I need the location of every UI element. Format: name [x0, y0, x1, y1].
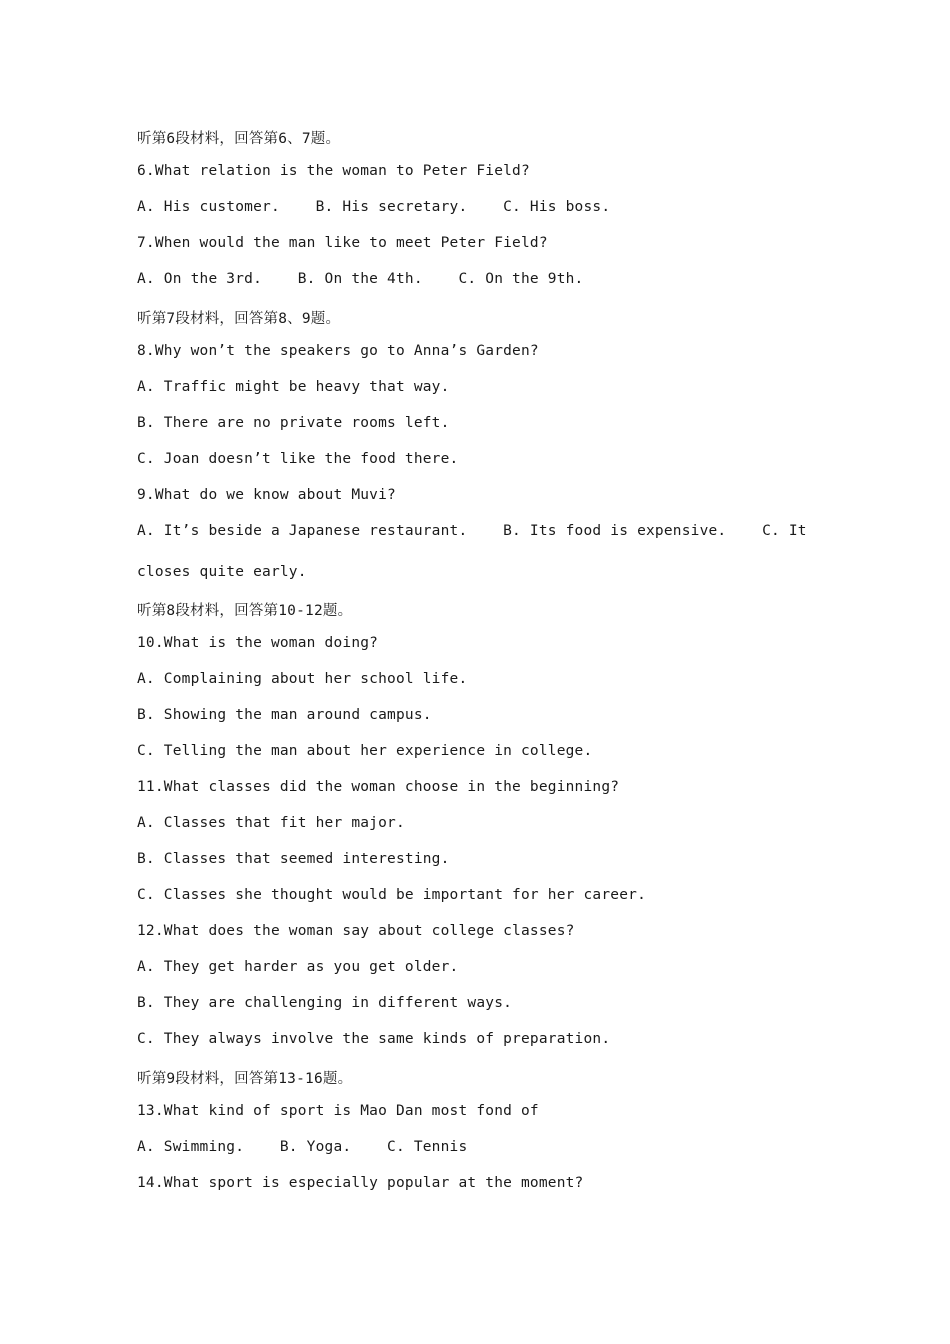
option-10c: C. Telling the man about her experience in college.: [137, 743, 593, 759]
options-13: A. Swimming. B. Yoga. C. Tennis: [137, 1139, 468, 1155]
section-header-7: 听第7段材料，回答第8、9题。: [137, 311, 341, 327]
section-header-6: 听第6段材料，回答第6、7题。: [137, 131, 341, 147]
options-7: A. On the 3rd. B. On the 4th. C. On the 9th.: [137, 271, 584, 287]
option-8a: A. Traffic might be heavy that way.: [137, 379, 450, 395]
options-9-continued: closes quite early.: [137, 564, 307, 580]
question-9: 9.What do we know about Muvi?: [137, 487, 396, 503]
question-14: 14.What sport is especially popular at the moment?: [137, 1175, 584, 1191]
option-11a: A. Classes that fit her major.: [137, 815, 405, 831]
option-10a: A. Complaining about her school life.: [137, 671, 468, 687]
question-10: 10.What is the woman doing?: [137, 635, 379, 651]
option-12c: C. They always involve the same kinds of preparation.: [137, 1031, 611, 1047]
question-11: 11.What classes did the woman choose in the beginning?: [137, 779, 620, 795]
option-8b: B. There are no private rooms left.: [137, 415, 450, 431]
option-10b: B. Showing the man around campus.: [137, 707, 432, 723]
option-12b: B. They are challenging in different ways.: [137, 995, 513, 1011]
section-header-9: 听第9段材料，回答第13-16题。: [137, 1071, 353, 1087]
option-12a: A. They get harder as you get older.: [137, 959, 459, 975]
question-7: 7.When would the man like to meet Peter Field?: [137, 235, 548, 251]
options-9: A. It’s beside a Japanese restaurant. B. Its food is expensive. C. It: [137, 523, 807, 539]
options-6: A. His customer. B. His secretary. C. His boss.: [137, 199, 611, 215]
section-header-8: 听第8段材料，回答第10-12题。: [137, 603, 353, 619]
option-11b: B. Classes that seemed interesting.: [137, 851, 450, 867]
option-8c: C. Joan doesn’t like the food there.: [137, 451, 459, 467]
question-12: 12.What does the woman say about college classes?: [137, 923, 575, 939]
question-8: 8.Why won’t the speakers go to Anna’s Garden?: [137, 343, 539, 359]
question-6: 6.What relation is the woman to Peter Field?: [137, 163, 530, 179]
question-13: 13.What kind of sport is Mao Dan most fond of: [137, 1103, 539, 1119]
option-11c: C. Classes she thought would be important for her career.: [137, 887, 646, 903]
